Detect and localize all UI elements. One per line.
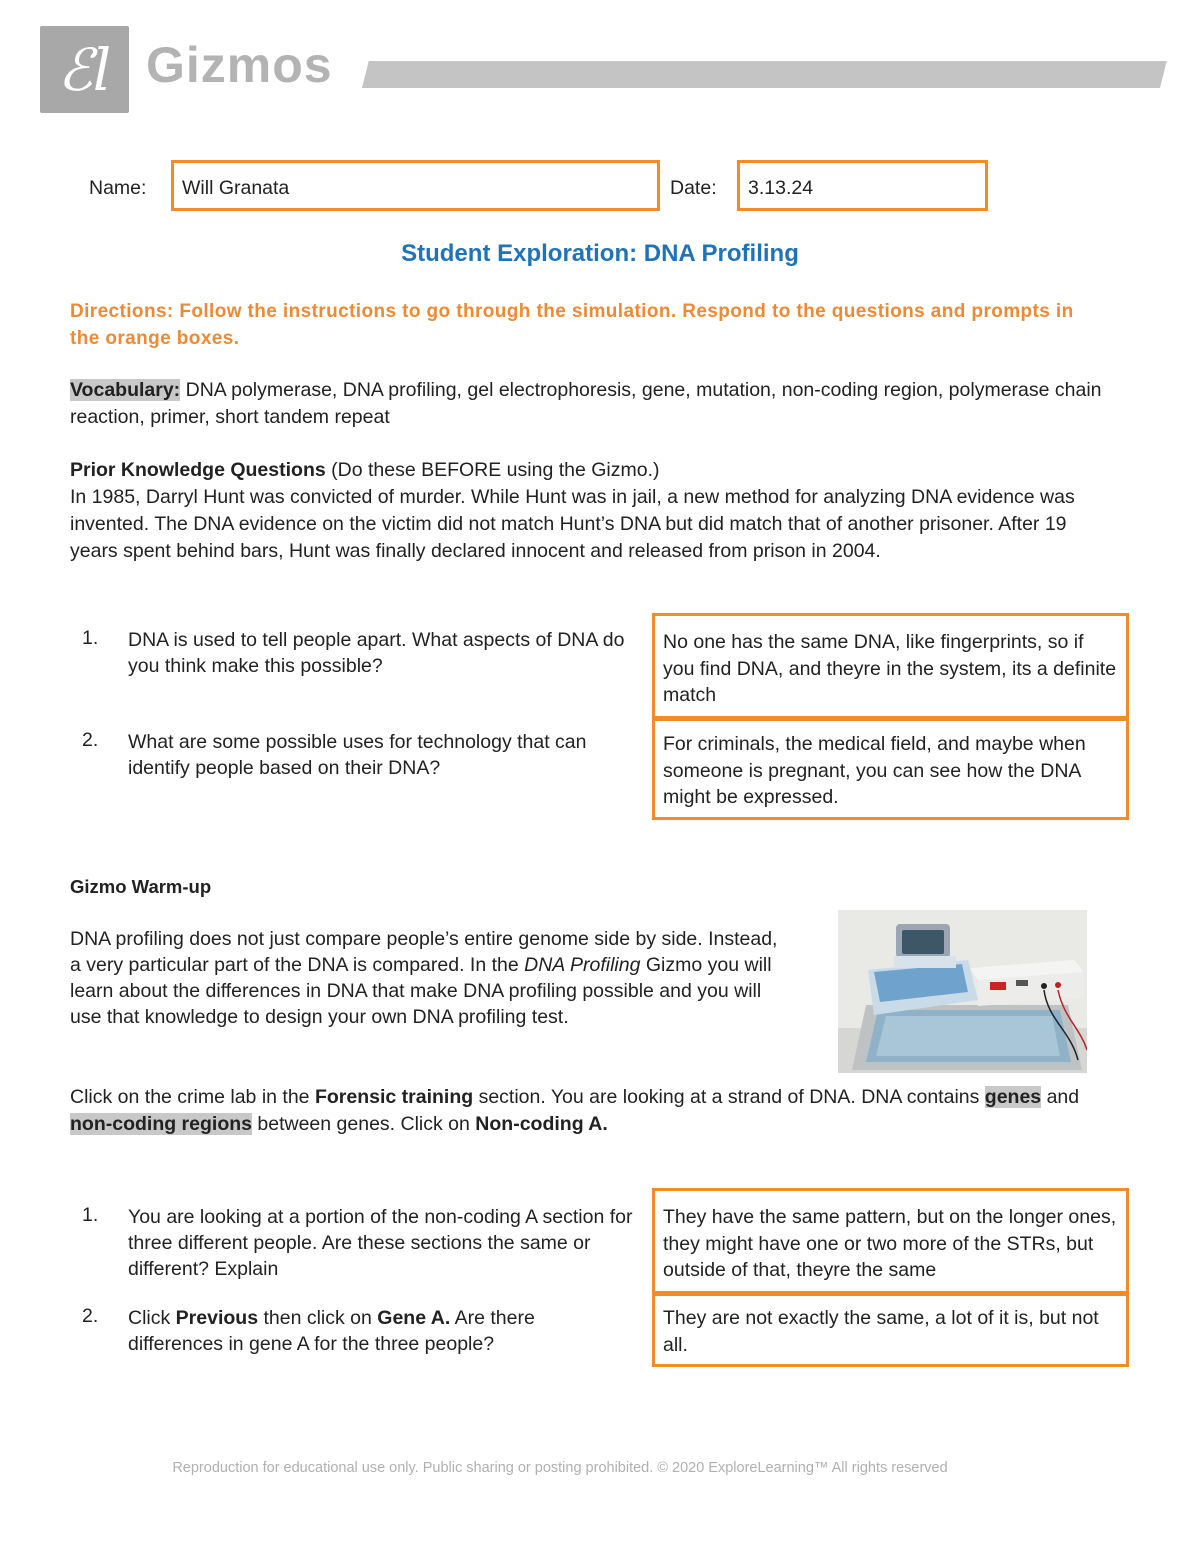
warmup-text: Gizmo you will learn about the differences in DNA that make DNA profiling possible and you will use that knowledge to design your own DNA profiling test. [70, 954, 772, 1028]
date-field[interactable] [737, 160, 988, 211]
answer-text: They are not exactly the same, a lot of it is, but not all. [663, 1307, 1099, 1356]
brand-name: Gizmos [146, 37, 333, 93]
answer-box[interactable] [652, 1291, 1129, 1367]
date-label: Date: [670, 177, 717, 199]
previous-term: Previous [175, 1307, 259, 1329]
vocabulary-paragraph [70, 377, 1110, 431]
warmup-paragraph [70, 926, 790, 1030]
question-number: 1. [82, 1204, 99, 1226]
apparatus-illustration [838, 910, 1087, 1073]
warmup-text: between genes. Click on [251, 1113, 476, 1135]
forensic-training-term: Forensic training [314, 1086, 474, 1108]
prior-knowledge-intro: In 1985, Darryl Hunt was convicted of murder. While Hunt was in jail, a new method for analyzing DNA evidence was invented. The DNA evidence on the victim did not match Hunt’s DNA but did match that of another prisoner. After 19 years spent behind bars, Hunt was finally declared innocent and released from prison in 2004. [70, 486, 1075, 562]
warmup-text: and [1041, 1086, 1080, 1108]
warmup-heading: Gizmo Warm-up [70, 876, 212, 897]
answer-box[interactable] [652, 716, 1129, 820]
answer-box[interactable] [652, 1188, 1129, 1296]
name-value: Will Granata [182, 177, 290, 199]
question-text: You are looking at a portion of the non-coding A section for three different people. Are these sections the same or different? Explain [128, 1206, 633, 1280]
question-number: 2. [82, 729, 99, 751]
explorelearning-logo-icon: ℰl [57, 36, 112, 104]
answer-text: No one has the same DNA, like fingerprints, so if you find DNA, and theyre in the system, its a definite match [663, 631, 1117, 706]
warmup-text: section. You are looking at a strand of DNA. DNA contains [473, 1086, 985, 1108]
answer-text: They have the same pattern, but on the longer ones, they might have one or two more of the STRs, but outside of that, theyre the same [663, 1206, 1117, 1281]
vocabulary-label: Vocabulary: [70, 379, 181, 401]
question-text-part: Click [128, 1307, 176, 1329]
gel-electrophoresis-image [838, 910, 1087, 1073]
answer-text: For criminals, the medical field, and maybe when someone is pregnant, you can see how the DNA might be expressed. [663, 733, 1086, 808]
name-label: Name: [89, 177, 147, 199]
answer-box[interactable] [652, 613, 1129, 721]
gene-a-term: Gene A. [377, 1307, 451, 1329]
prior-knowledge-heading [70, 457, 1110, 484]
question-number: 1. [82, 627, 99, 649]
question-text-part: then click on [258, 1307, 378, 1329]
directions: Directions: Follow the instructions to go through the simulation. Respond to the questions and prompts in the orange boxes. [70, 301, 1074, 349]
warmup-text: Click on the crime lab in the [70, 1086, 315, 1108]
prior-knowledge-title: Prior Knowledge Questions [70, 459, 326, 481]
question-number: 2. [82, 1305, 99, 1327]
genes-term: genes [984, 1086, 1042, 1108]
question-text: What are some possible uses for technology that can identify people based on their DNA? [128, 731, 587, 779]
question-text-part: Are there differences in gene A for the three people? [128, 1307, 535, 1355]
warmup-text: DNA profiling does not just compare people’s entire genome side by side. Instead, a very particular part of the DNA is compared. In the [70, 928, 778, 976]
prior-knowledge-note: (Do these BEFORE using the Gizmo.) [325, 459, 660, 481]
date-value: 3.13.24 [748, 177, 814, 199]
non-coding-regions-term: non-coding regions [70, 1113, 252, 1135]
question-text [128, 1305, 628, 1357]
question-text: DNA is used to tell people apart. What aspects of DNA do you think make this possible? [128, 629, 625, 677]
header-bar [362, 61, 1167, 88]
gizmo-name: DNA Profiling [524, 954, 641, 976]
warmup-instructions [70, 1084, 1100, 1138]
vocabulary-terms: DNA polymerase, DNA profiling, gel electrophoresis, gene, mutation, non-coding region, polymerase chain reaction, primer, short tandem repeat [70, 379, 1102, 428]
non-coding-a-term: Non-coding A. [475, 1113, 608, 1135]
name-field[interactable] [171, 160, 660, 211]
footer-copyright: Reproduction for educational use only. Public sharing or posting prohibited. © 2020 ExploreLearning™ All rights reserved [172, 1460, 948, 1476]
page-title: Student Exploration: DNA Profiling [401, 240, 799, 267]
